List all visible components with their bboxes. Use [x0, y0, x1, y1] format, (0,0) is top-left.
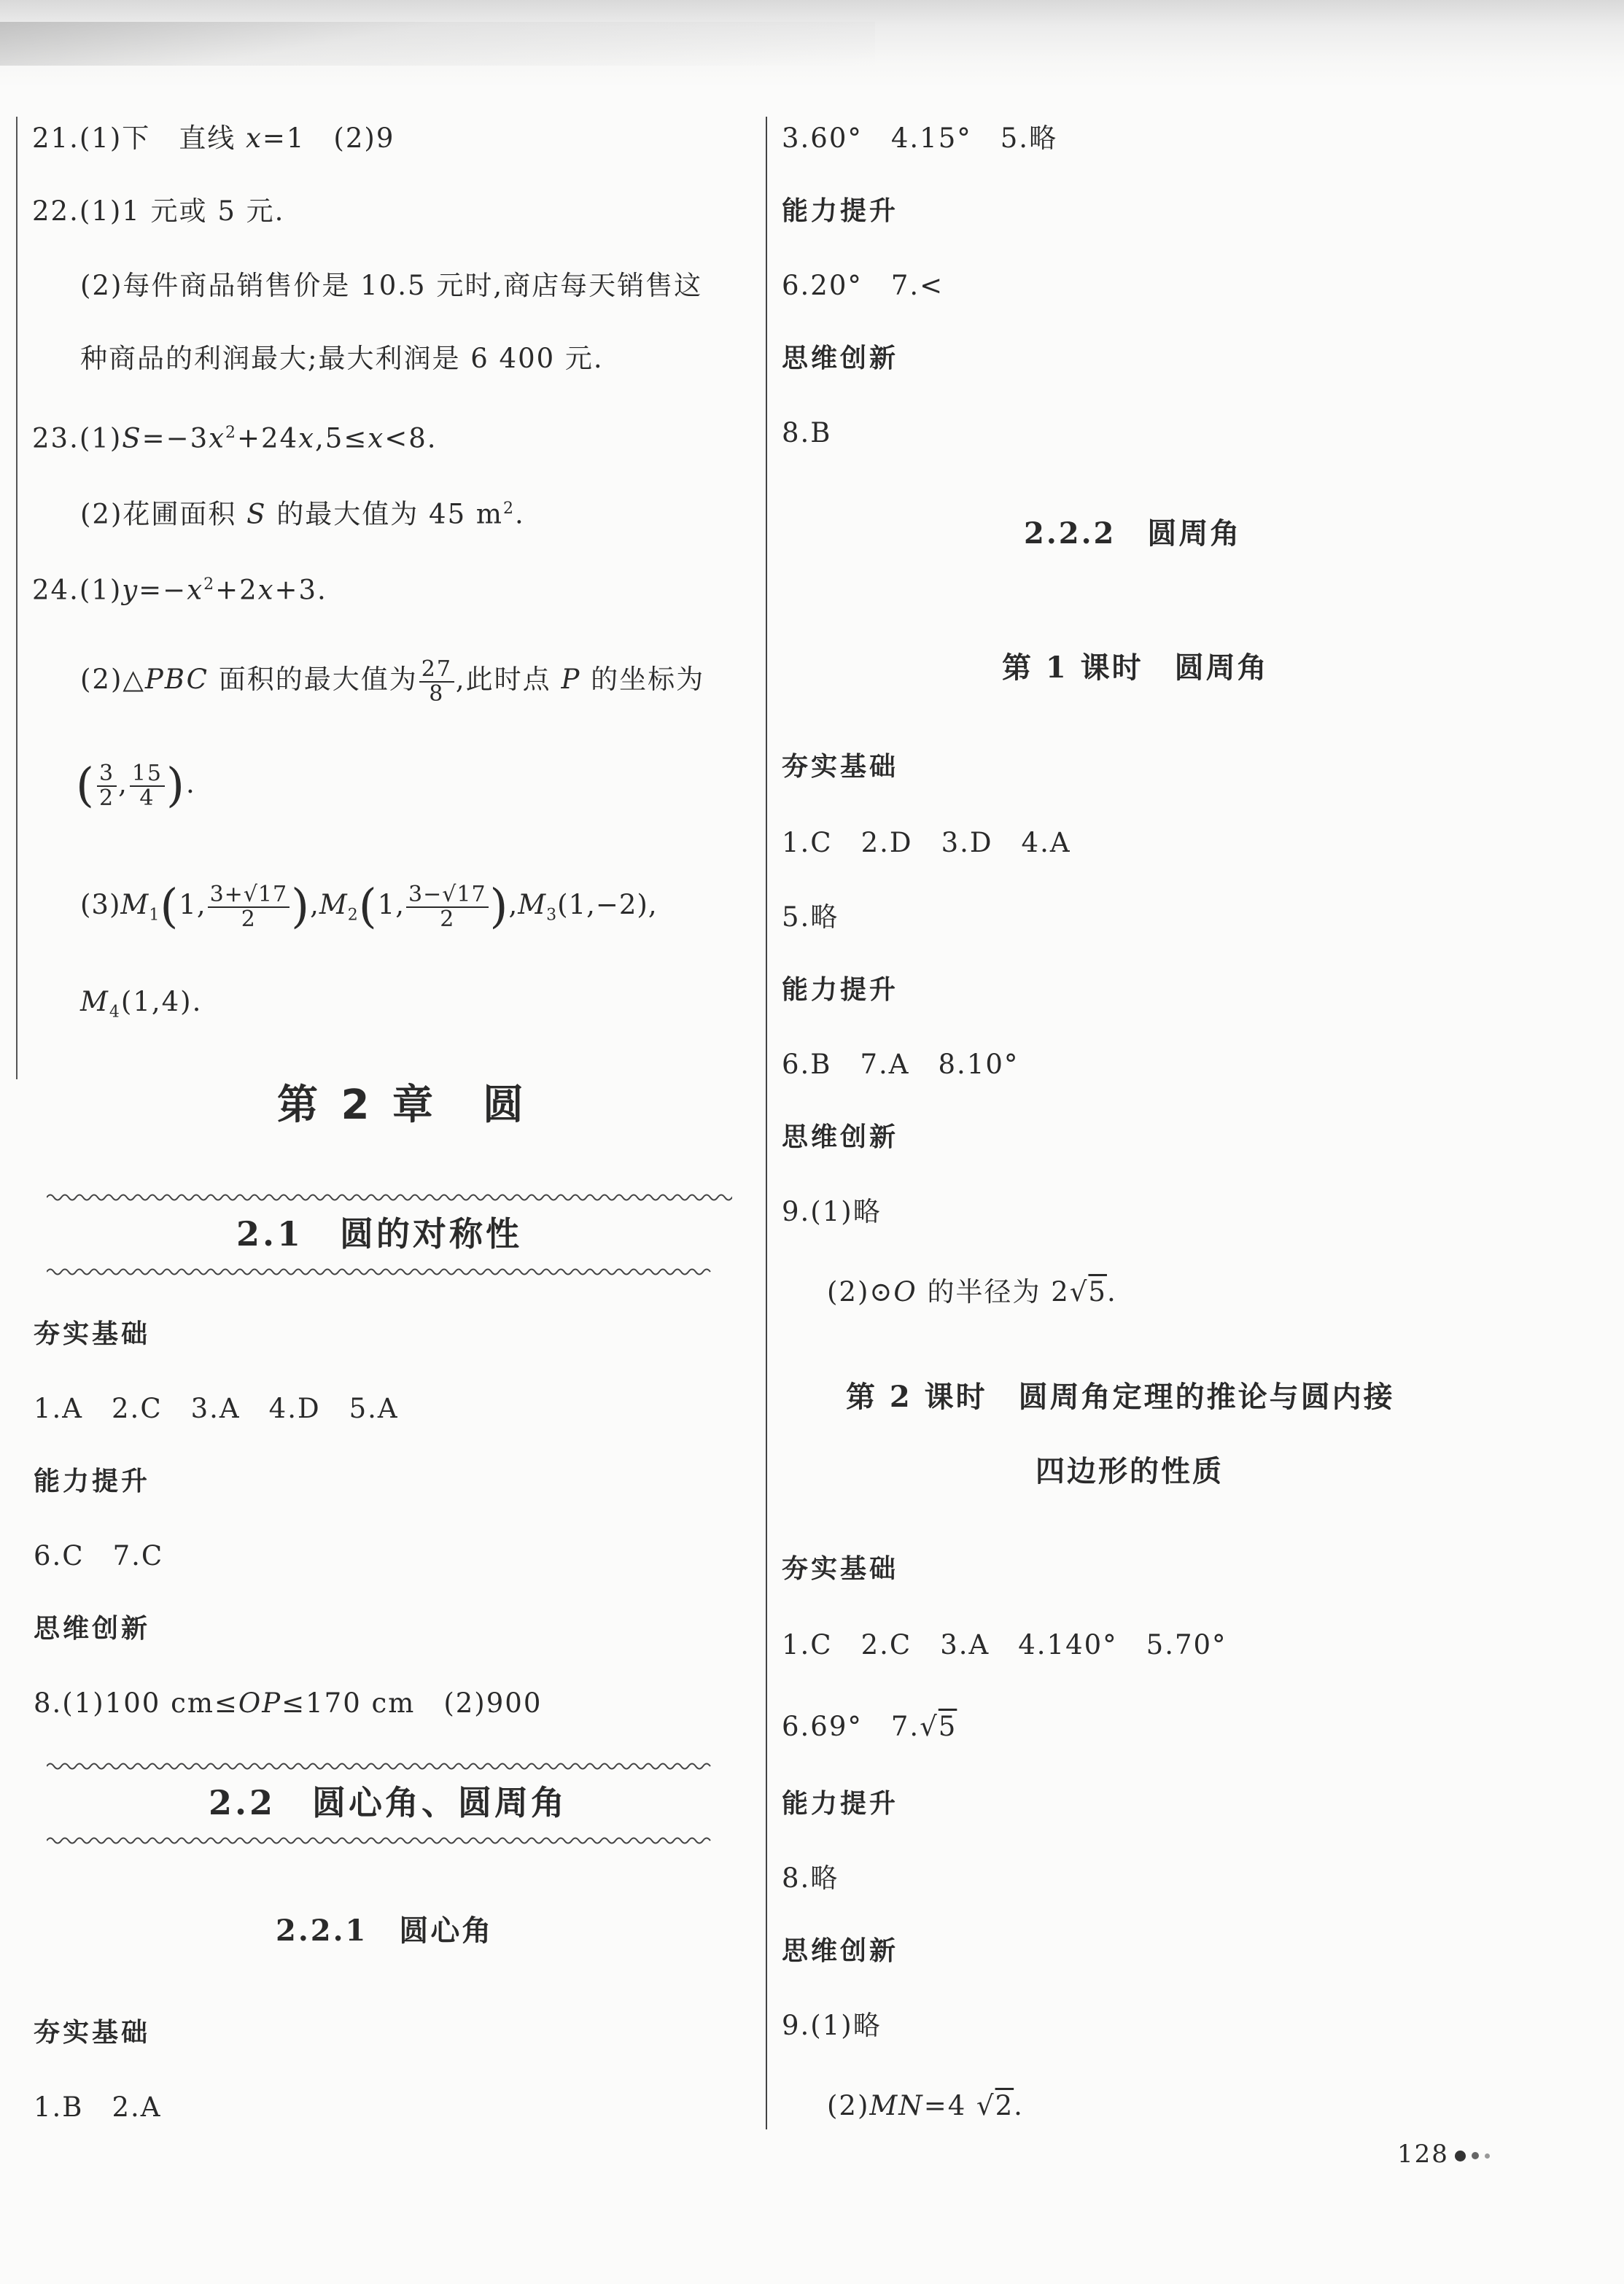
heading-ability: 能力提升	[782, 975, 899, 1005]
answers-lesson2-innovation-2: (2)MN=4 √2.	[827, 2090, 1024, 2121]
section-2-2-title: 2.2 圆心角、圆周角	[209, 1783, 568, 1822]
page-number: 128	[1397, 2138, 1490, 2170]
answer-23-2: (2)花圃面积 S 的最大值为 45 $m^2$.	[80, 498, 525, 530]
subsection-2-2-1-title: 2.2.1 圆心角	[276, 1914, 494, 1948]
wavy-divider	[47, 1833, 732, 1848]
answers-lesson1-innovation-1: 9.(1)略	[782, 1196, 882, 1227]
wavy-divider	[47, 1265, 732, 1279]
page-dot-icon	[1455, 2151, 1466, 2161]
answers-lesson2-ability: 8.略	[782, 1862, 839, 1894]
heading-innovation: 思维创新	[782, 343, 899, 373]
heading-ability: 能力提升	[782, 1789, 899, 1819]
answers-2-1-innovation: 8.(1)100 cm≤OP≤170 cm (2)900	[34, 1687, 543, 1719]
wavy-divider	[47, 1190, 732, 1205]
answer-24-3: $(3)M_1(1$, $\frac{3+√17}{2}$ )$,M_2(1$, $\frac{3-√17}{2}$ )$,M_3(1,-2)$,	[80, 879, 658, 934]
answers-lesson1-foundation-cont: 5.略	[782, 901, 839, 933]
lesson-2-title-line2: 四边形的性质	[1036, 1454, 1224, 1488]
answer-24-3-cont: $M_4(1,4)$.	[80, 986, 203, 1022]
answers-2-1-foundation: 1.A 2.C 3.A 4.D 5.A	[34, 1393, 399, 1424]
answer-22-2-line2: 种商品的利润最大;最大利润是 6 400 元.	[80, 343, 604, 374]
answers-2-2-1-ability: 6.20° 7.<	[782, 270, 944, 301]
lesson-1-title: 第 1 课时 圆周角	[1002, 650, 1269, 685]
heading-foundation: 夯实基础	[782, 1554, 899, 1584]
scan-streak	[0, 22, 875, 66]
heading-innovation: 思维创新	[34, 1614, 151, 1644]
answer-22-2-line1: (2)每件商品销售价是 10.5 元时,商店每天销售这	[80, 270, 703, 301]
answers-lesson2-innovation-1: 9.(1)略	[782, 2010, 882, 2041]
column-divider	[766, 117, 767, 2129]
page-dot-icon	[1485, 2153, 1490, 2159]
answers-2-1-ability: 6.C 7.C	[34, 1540, 164, 1572]
heading-foundation: 夯实基础	[34, 1319, 151, 1349]
answers-lesson1-foundation: 1.C 2.D 3.D 4.A	[782, 827, 1071, 858]
answers-2-2-1-foundation: 1.B 2.A	[34, 2091, 162, 2123]
answers-2-2-1-innovation: 8.B	[782, 417, 832, 448]
heading-ability: 能力提升	[34, 1467, 151, 1496]
chapter-title: 第 2 章 圆	[277, 1081, 528, 1129]
answers-lesson1-ability: 6.B 7.A 8.10°	[782, 1049, 1019, 1080]
heading-ability: 能力提升	[782, 196, 899, 226]
answers-lesson2-foundation-cont: 6.69° 7.√5	[782, 1711, 957, 1742]
answer-22-1: 22.(1)1 元或 5 元.	[32, 195, 285, 227]
answer-24-2: (2)△PBC 面积的最大值为 $\frac{27}{8}$ ,此时点 P 的坐标为	[80, 656, 705, 707]
wavy-divider	[47, 1759, 732, 1774]
section-2-1-title: 2.1 圆的对称性	[236, 1214, 523, 1254]
heading-foundation: 夯实基础	[782, 752, 899, 782]
page-dot-icon	[1472, 2152, 1479, 2159]
lesson-2-title-line1: 第 2 课时 圆周角定理的推论与圆内接	[846, 1380, 1395, 1414]
answers-lesson2-foundation: 1.C 2.C 3.A 4.140° 5.70°	[782, 1629, 1227, 1660]
left-margin-rule	[16, 117, 18, 1079]
answer-21: 21.(1)下 直线 x=1 (2)9	[32, 123, 395, 154]
answers-2-2-1-cont: 3.60° 4.15° 5.略	[782, 123, 1058, 154]
answer-23-1: $23.(1)S=-3x^2+24x,5\le x<8$.	[32, 422, 438, 454]
fraction-max-area: $\frac{27}{8}$	[419, 658, 454, 706]
subsection-2-2-2-title: 2.2.2 圆周角	[1024, 516, 1242, 551]
heading-innovation: 思维创新	[782, 1122, 899, 1152]
heading-innovation: 思维创新	[782, 1936, 899, 1966]
heading-foundation: 夯实基础	[34, 2018, 151, 2048]
answer-24-1: $24.(1)y=-x^2+2x+3$.	[32, 574, 327, 606]
answer-24-coordinate: ( $\frac{3}{2}$ , $\frac{15}{4}$ ).	[76, 758, 196, 813]
answers-lesson1-innovation-2: (2)⊙O 的半径为 2√5.	[827, 1276, 1117, 1308]
